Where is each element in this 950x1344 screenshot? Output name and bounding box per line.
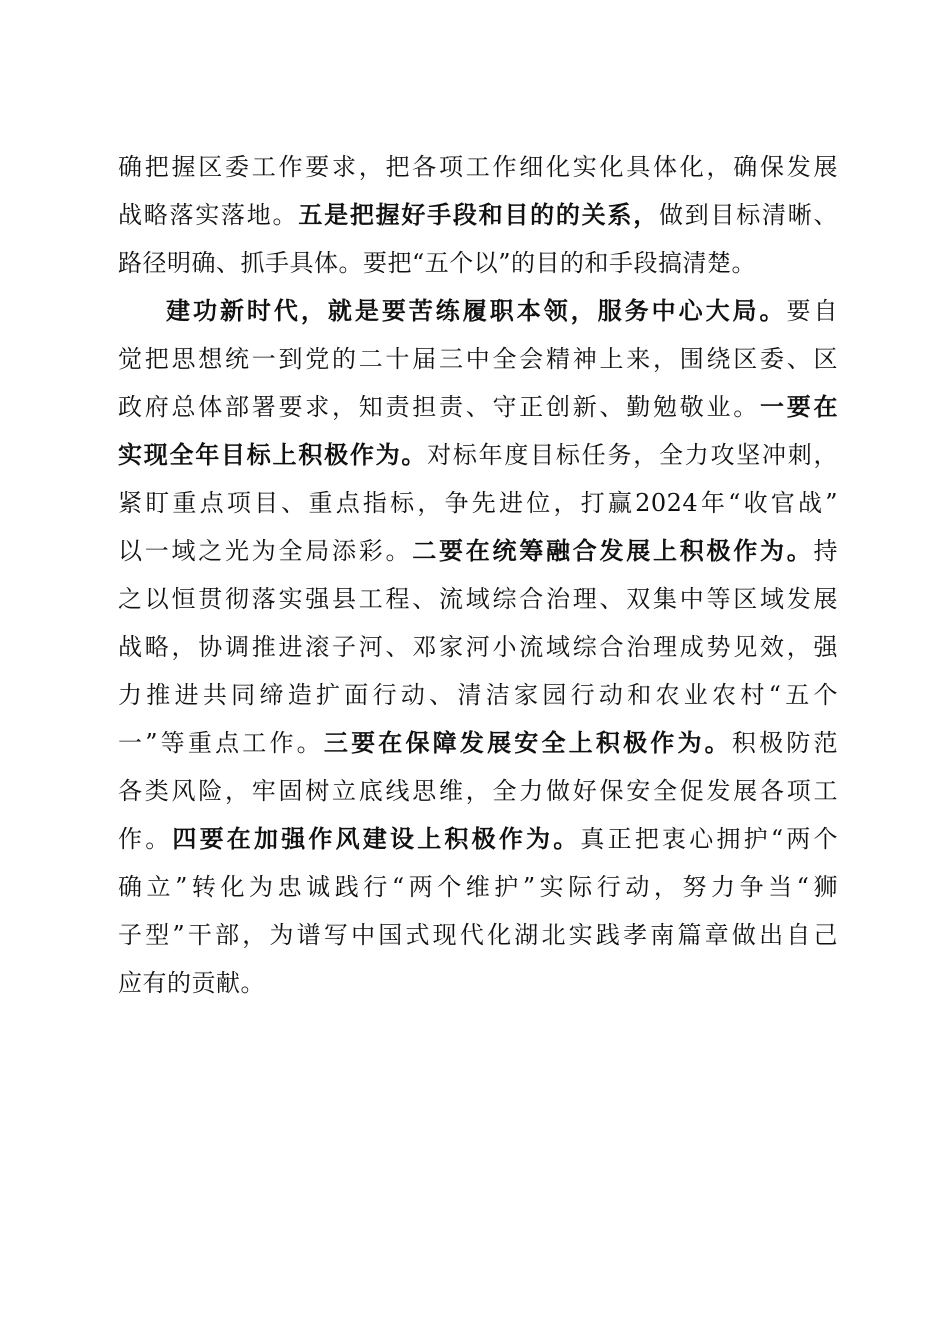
text-run: 做到目标清晰、 <box>658 201 839 229</box>
text-line <box>118 239 838 287</box>
text-line <box>118 767 838 815</box>
text-line <box>118 623 838 671</box>
text-run: 作。 <box>118 825 173 853</box>
text-run: 子型”干部，为谱写中国式现代化湖北实践孝南篇章做出自己 <box>118 921 838 949</box>
text-line <box>118 959 838 1007</box>
text-line <box>118 143 838 191</box>
text-run: 力推进共同缔造扩面行动、清洁家园行动和农业农村“五个 <box>118 681 838 709</box>
text-run: 紧盯重点项目、重点指标，争先进位，打赢2024年“收官战” <box>118 489 838 517</box>
text-line <box>118 383 838 431</box>
text-line <box>118 431 838 479</box>
text-line <box>118 335 838 383</box>
text-run: 对标年度目标任务，全力攻坚冲刺， <box>427 441 839 469</box>
text-run: 战略，协调推进滚子河、邓家河小流域综合治理成势见效，强 <box>118 633 838 661</box>
text-run: 确把握区委工作要求，把各项工作细化实化具体化，确保发展 <box>118 153 838 181</box>
text-line <box>118 719 838 767</box>
bold-heading-run: 三要在保障发展安全上积极作为。 <box>323 728 732 757</box>
text-line <box>118 479 838 527</box>
text-run: 路径明确、抓手具体。要把“五个以”的目的和手段搞清楚。 <box>118 249 757 277</box>
text-run: 政府总体部署要求，知责担责、守正创新、勤勉敬业。 <box>118 393 760 421</box>
text-run: 以一域之光为全局添彩。 <box>118 537 413 565</box>
text-run: 战略落实落地。 <box>118 201 299 229</box>
bold-heading-run: 五是把握好手段和目的的关系， <box>298 200 659 229</box>
text-line <box>118 527 838 575</box>
text-run: 应有的贡献。 <box>118 969 265 997</box>
text-line <box>118 575 838 623</box>
text-run: 积极防范 <box>731 729 838 757</box>
text-run: 一”等重点工作。 <box>118 729 324 757</box>
bold-heading-run: 建功新时代，就是要苦练履职本领，服务中心大局。 <box>166 296 787 325</box>
text-line <box>118 671 838 719</box>
text-run: 要自 <box>786 297 839 325</box>
bold-heading-run: 四要在加强作风建设上积极作为。 <box>172 824 581 853</box>
text-line <box>118 191 838 239</box>
text-run: 各类风险，牢固树立底线思维，全力做好保安全促发展各项工 <box>118 777 838 805</box>
body-text <box>118 143 838 1007</box>
bold-heading-run: 实现全年目标上积极作为。 <box>118 440 428 469</box>
text-run: 觉把思想统一到党的二十届三中全会精神上来，围绕区委、区 <box>118 345 838 373</box>
text-line <box>118 287 838 335</box>
text-line <box>118 911 838 959</box>
text-line <box>118 863 838 911</box>
bold-heading-run: 二要在统筹融合发展上积极作为。 <box>412 536 814 565</box>
bold-heading-run: 一要在 <box>760 392 838 421</box>
text-run: 持 <box>813 537 838 565</box>
text-run: 确立”转化为忠诚践行“两个维护”实际行动，努力争当“狮 <box>118 873 838 901</box>
text-run: 之以恒贯彻落实强县工程、流域综合治理、双集中等区域发展 <box>118 585 838 613</box>
text-run: 真正把衷心拥护“两个 <box>580 825 838 853</box>
text-line <box>118 815 838 863</box>
